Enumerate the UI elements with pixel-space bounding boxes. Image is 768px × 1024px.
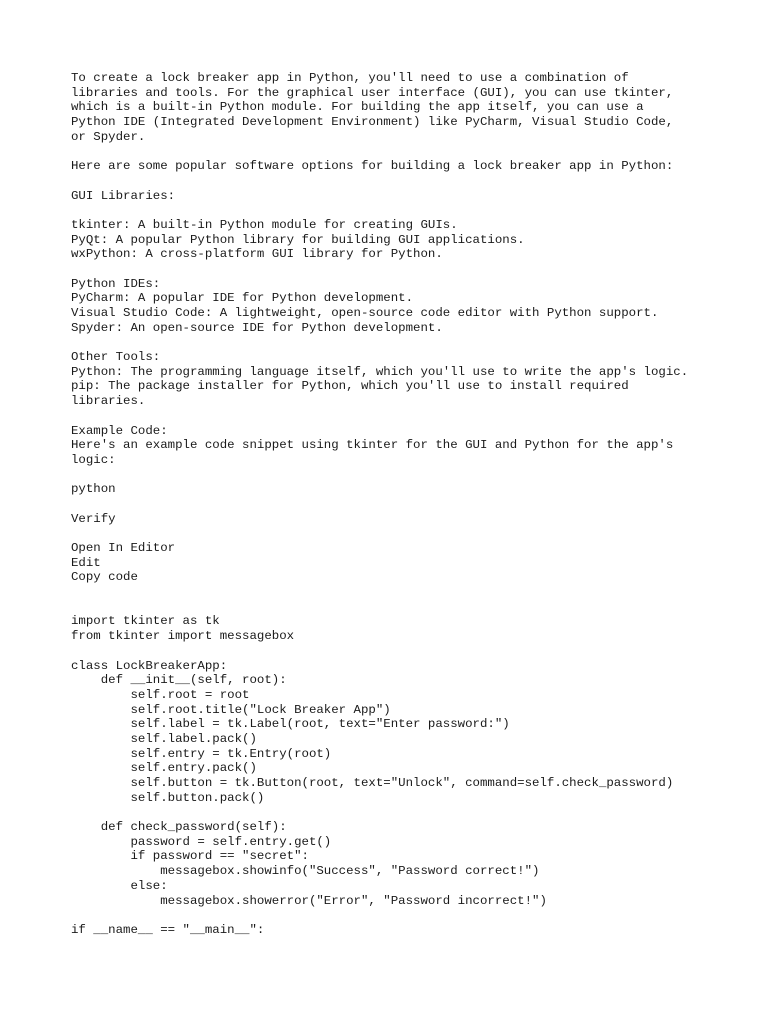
intro-paragraph (71, 71, 751, 144)
code-line: if password == "secret": (71, 849, 309, 864)
list-item: libraries. (71, 394, 146, 409)
gui-libraries-list (71, 218, 751, 262)
code-line: self.root = root (71, 687, 250, 702)
copy-code-button[interactable]: Copy code (71, 570, 138, 585)
code-line: def __init__(self, root): (71, 673, 287, 688)
example-code-heading: Example Code: (71, 423, 168, 438)
intro-line: which is a built-in Python module. For building the app itself, you can use a (71, 100, 644, 115)
code-line: self.entry = tk.Entry(root) (71, 746, 332, 761)
code-line: password = self.entry.get() (71, 834, 332, 849)
list-item: PyCharm: A popular IDE for Python development. (71, 291, 414, 306)
intro-line: Python IDE (Integrated Development Environment) like PyCharm, Visual Studio Code, (71, 115, 674, 130)
list-item: Visual Studio Code: A lightweight, open-source code editor with Python support. (71, 306, 659, 320)
list-item: tkinter: A built-in Python module for creating GUIs. (71, 217, 458, 232)
code-line (71, 908, 751, 923)
list-item: pip: The package installer for Python, which you'll use to install required (71, 379, 629, 394)
python-ides-list (71, 291, 751, 335)
example-description: Here's an example code snippet using tkinter for the GUI and Python for the app's (71, 438, 674, 453)
code-line (71, 805, 751, 820)
intro-line: libraries and tools. For the graphical user interface (GUI), you can use tkinter, (71, 85, 674, 100)
code-line: import tkinter as tk (71, 614, 220, 629)
code-block (71, 614, 751, 937)
edit-button[interactable]: Edit (71, 555, 101, 570)
code-line: self.root.title("Lock Breaker App") (71, 702, 391, 717)
code-line: self.label.pack() (71, 731, 257, 746)
example-description: logic: (71, 452, 116, 467)
other-tools-list (71, 365, 751, 409)
code-line: messagebox.showerror("Error", "Password incorrect!") (71, 893, 547, 908)
list-item: Spyder: An open-source IDE for Python development. (71, 320, 443, 335)
code-line: self.label = tk.Label(root, text="Enter password:") (71, 717, 510, 732)
list-item: wxPython: A cross-platform GUI library for Python. (71, 247, 443, 262)
code-line: if __name__ == "__main__": (71, 922, 265, 937)
code-language-label: python (71, 482, 116, 497)
other-tools-heading: Other Tools: (71, 350, 161, 365)
code-line: else: (71, 878, 168, 893)
code-line: def check_password(self): (71, 820, 287, 835)
code-line (71, 644, 751, 659)
intro-line: To create a lock breaker app in Python, you'll need to use a combination of (71, 71, 629, 85)
code-line: from tkinter import messagebox (71, 629, 295, 644)
verify-button[interactable]: Verify (71, 511, 116, 526)
document-body (71, 71, 751, 938)
intro-line: or Spyder. (71, 129, 146, 144)
code-line: self.button.pack() (71, 790, 265, 805)
python-ides-heading: Python IDEs: (71, 276, 161, 291)
options-intro: Here are some popular software options for building a lock breaker app in Python: (71, 159, 674, 174)
open-in-editor-button[interactable]: Open In Editor (71, 541, 176, 555)
code-line: class LockBreakerApp: (71, 658, 228, 673)
gui-libraries-heading: GUI Libraries: (71, 188, 176, 203)
code-line: messagebox.showinfo("Success", "Password correct!") (71, 864, 540, 879)
code-line: self.entry.pack() (71, 761, 257, 776)
list-item: PyQt: A popular Python library for building GUI applications. (71, 232, 525, 247)
code-line: self.button = tk.Button(root, text="Unlock", command=self.check_password) (71, 776, 674, 790)
list-item: Python: The programming language itself, which you'll use to write the app's logic. (71, 364, 689, 379)
